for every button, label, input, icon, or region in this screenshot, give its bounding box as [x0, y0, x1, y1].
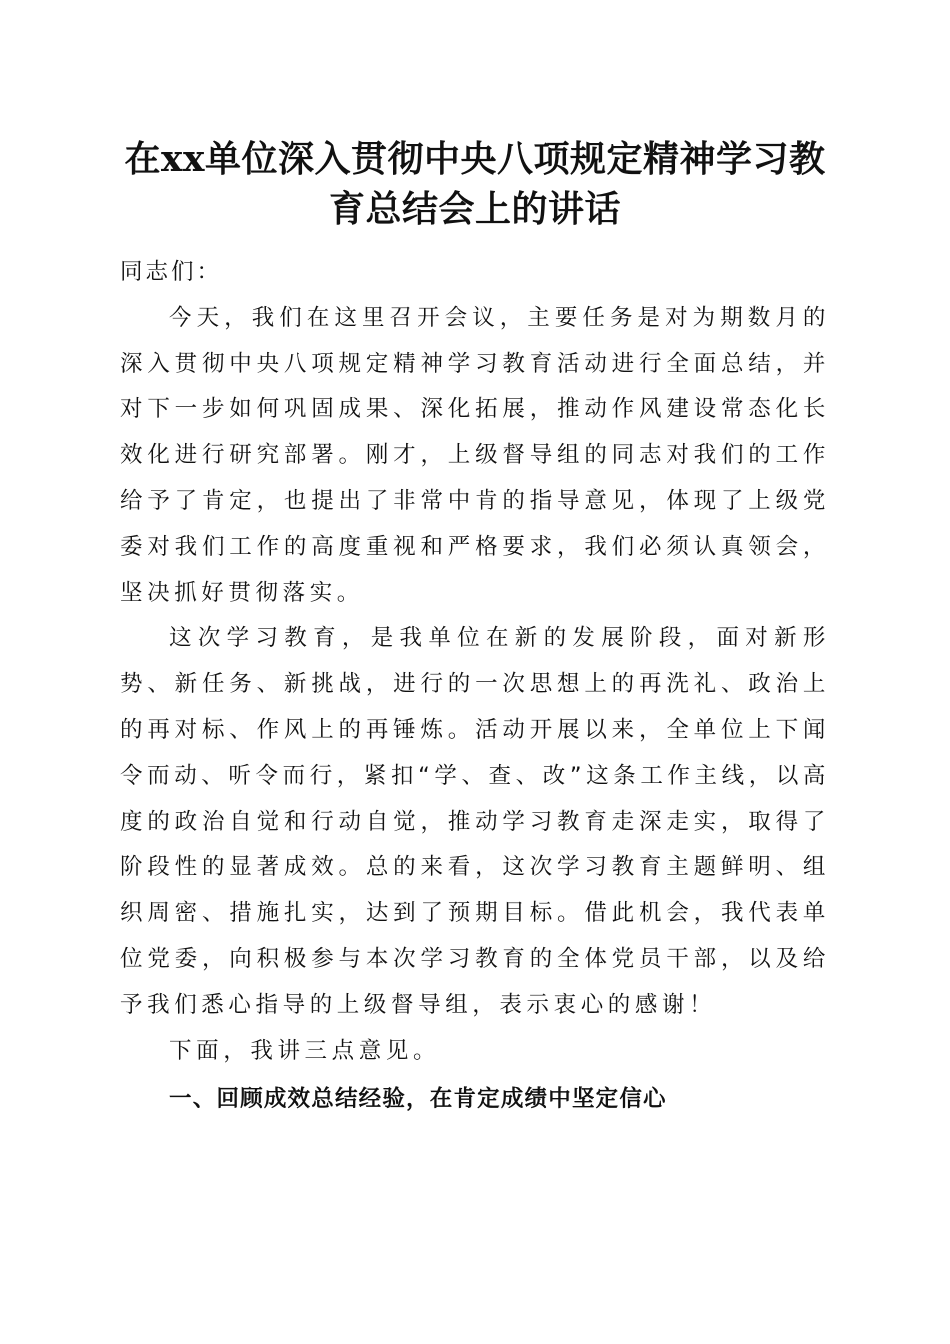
section-heading-1: 一、回顾成效总结经验，在肯定成绩中坚定信心 — [169, 1086, 667, 1113]
document-title — [100, 134, 850, 234]
paragraph-transition: 下面，我讲三点意见。 — [169, 1037, 441, 1064]
salutation: 同志们： — [120, 259, 223, 285]
title-line-1: 在xx单位深入贯彻中央八项规定精神学习教 — [124, 138, 826, 180]
title-line-2: 育总结会上的讲话 — [328, 188, 621, 230]
paragraph-summary: 这次学习教育，是我单位在新的发展阶段，面对新形势、新任务、新挑战，进行的一次思想上的再洗礼、政治上的再对标、作风上的再锤炼。活动开展以来，全单位上下闻令而动、听令而行，紧扣“学、查、改”这条工作主线，以高度的政治自觉和行动自觉，推动学习教育走深走实，取得了阶段性的显著成效。总的来看，这次学习教育主题鲜明、组织周密、措施扎实，达到了预期目标。借此机会，我代表单位党委，向积极参与本次学习教育的全体党员干部，以及给予我们悉心指导的上级督导组，表示衷心的感谢！ — [120, 625, 831, 1018]
document-body — [120, 250, 830, 1123]
paragraph-intro: 今天，我们在这里召开会议，主要任务是对为期数月的深入贯彻中央八项规定精神学习教育活动进行全面总结，并对下一步如何巩固成果、深化拓展，推动作风建设常态化长效化进行研究部署。刚才，上级督导组的同志对我们的工作给予了肯定，也提出了非常中肯的指导意见，体现了上级党委对我们工作的高度重视和严格要求，我们必须认真领会，坚决抓好贯彻落实。 — [120, 304, 830, 606]
